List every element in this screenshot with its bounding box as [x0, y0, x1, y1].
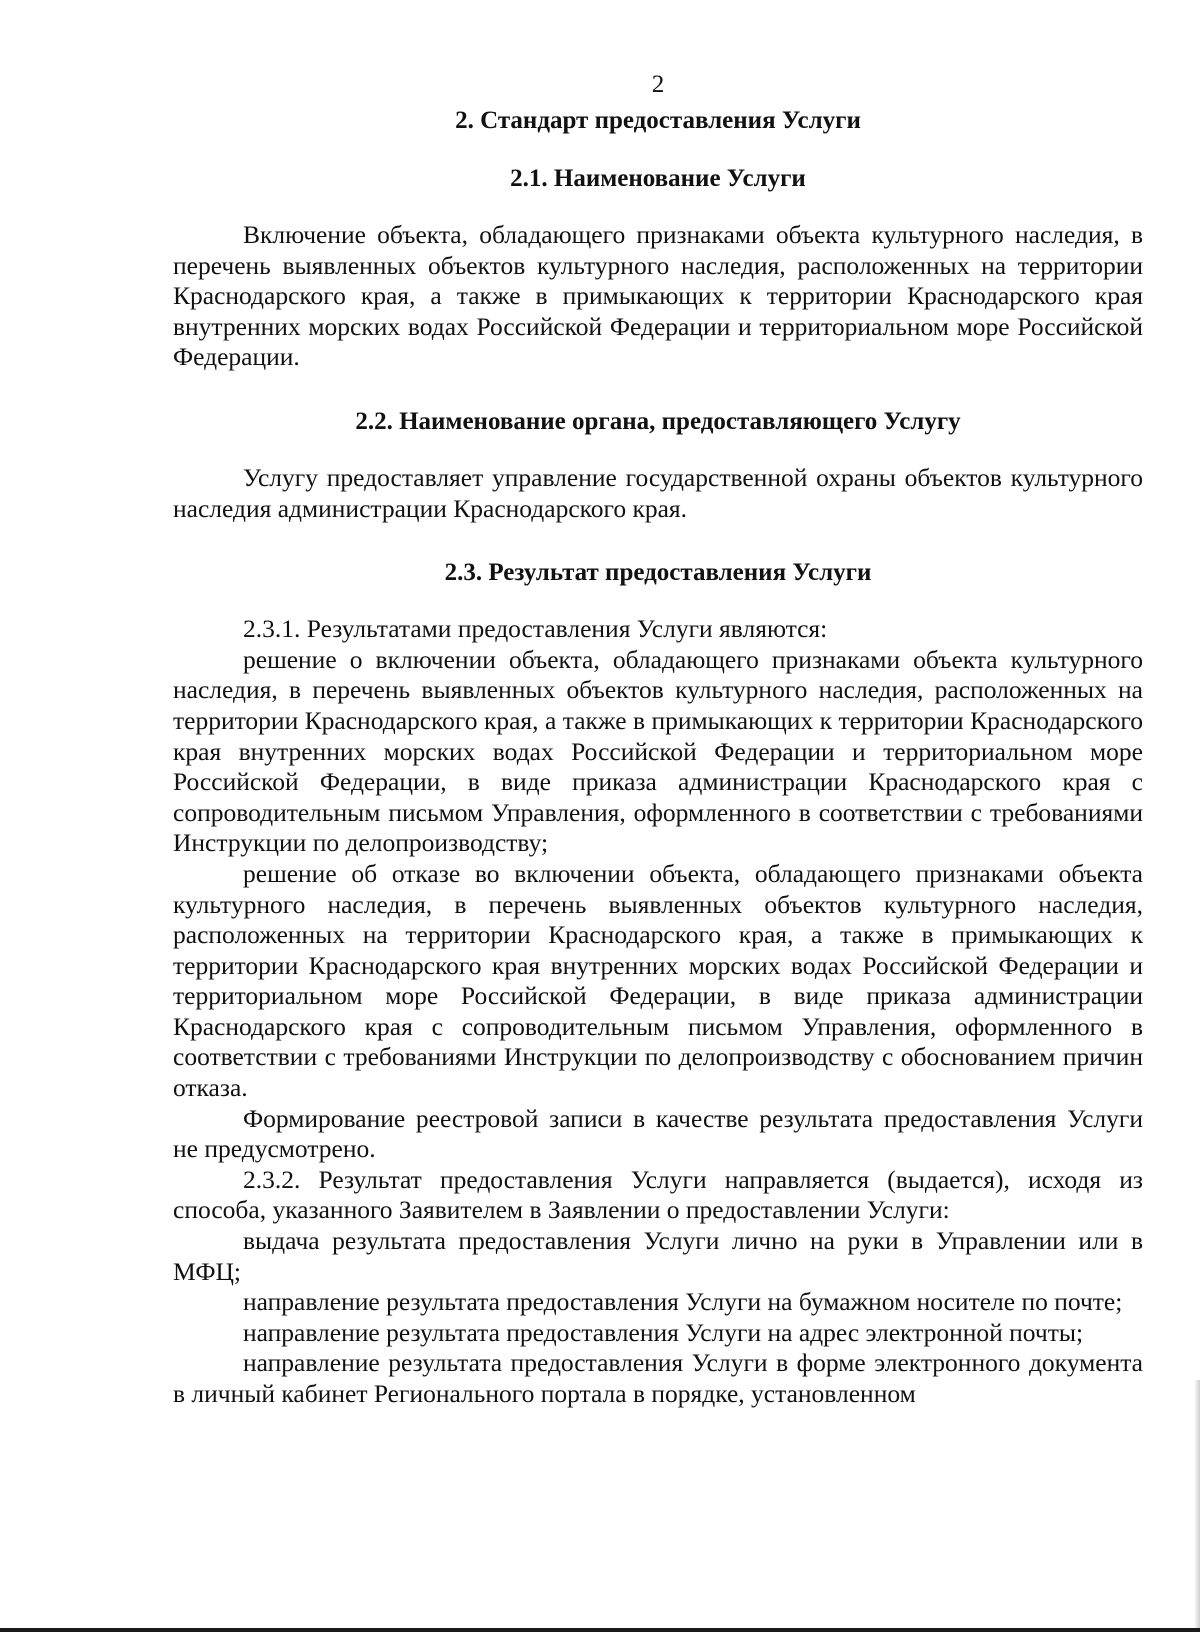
- paragraph-delivery-portal: направление результата предоставления Услуги в форме электронного документа в личный кабинет Регионального портала в порядке, установленном: [173, 1348, 1143, 1408]
- paragraph-registry-record: Формирование реестровой записи в качестве результата предоставления Услуги не предусмотрено.: [173, 1103, 1143, 1164]
- paragraph-decision-include: решение о включении объекта, обладающего признаками объекта культурного наследия, в перечень выявленных объектов культурного наследия, расположенных на территории Краснодарского края, а также в примыкающих к территории Краснодарского края внутренних морских водах Российской Федерации и территориальном море Российской Федерации, в виде приказа администрации Краснодарского края с сопроводительным письмом Управления, оформленного в соответствии с требованиями Инструкции по делопроизводству;: [173, 644, 1143, 858]
- paragraph-2-2-authority: Услугу предоставляет управление государственной охраны объектов культурного наследия администрации Краснодарского края.: [173, 462, 1143, 523]
- paragraph-delivery-in-person: выдача результата предоставления Услуги лично на руки в Управлении или в МФЦ;: [173, 1226, 1143, 1286]
- heading-2-1: 2.1. Наименование Услуги: [510, 165, 806, 192]
- paragraph-decision-refuse: решение об отказе во включении объекта, обладающего признаками объекта культурного наследия, в перечень выявленных объектов культурного наследия, расположенных на территории Краснодарского края, а также в примыкающих к территории Краснодарского края внутренних морских водах Российской Федерации и территориальном море Российской Федерации, в виде приказа администрации Краснодарского края с сопроводительным письмом Управления, оформленного в соответствии с требованиями Инструкции по делопроизводству с обоснованием причин отказа.: [173, 858, 1143, 1103]
- paragraph-2-1-name: Включение объекта, обладающего признаками объекта культурного наследия, в перечень выявленных объектов культурного наследия, расположенных на территории Краснодарского края, а также в примыкающих к территории Краснодарского края внутренних морских водах Российской Федерации и территориальном море Российской Федерации.: [173, 220, 1143, 372]
- section-title: 2. Стандарт предоставления Услуги: [455, 107, 861, 134]
- document-page: [173, 70, 1143, 1410]
- paragraph-2-3-1-intro: 2.3.1. Результатами предоставления Услуги являются:: [243, 614, 828, 644]
- scan-edge-shadow: [1194, 1380, 1200, 1632]
- bottom-scan-line: [0, 1628, 1200, 1632]
- heading-2-3: 2.3. Результат предоставления Услуги: [444, 559, 872, 587]
- paragraph-delivery-mail: направление результата предоставления Услуги на бумажном носителе по почте;: [243, 1287, 1123, 1317]
- heading-2-2: 2.2. Наименование органа, предоставляющего Услугу: [355, 407, 961, 435]
- paragraph-delivery-email: направление результата предоставления Услуги на адрес электронной почты;: [243, 1317, 1084, 1347]
- paragraph-2-3-2-intro: 2.3.2. Результат предоставления Услуги направляется (выдается), исходя из способа, указанного Заявителем в Заявлении о предоставлении Услуги:: [173, 1164, 1143, 1225]
- page-number: 2: [651, 71, 665, 98]
